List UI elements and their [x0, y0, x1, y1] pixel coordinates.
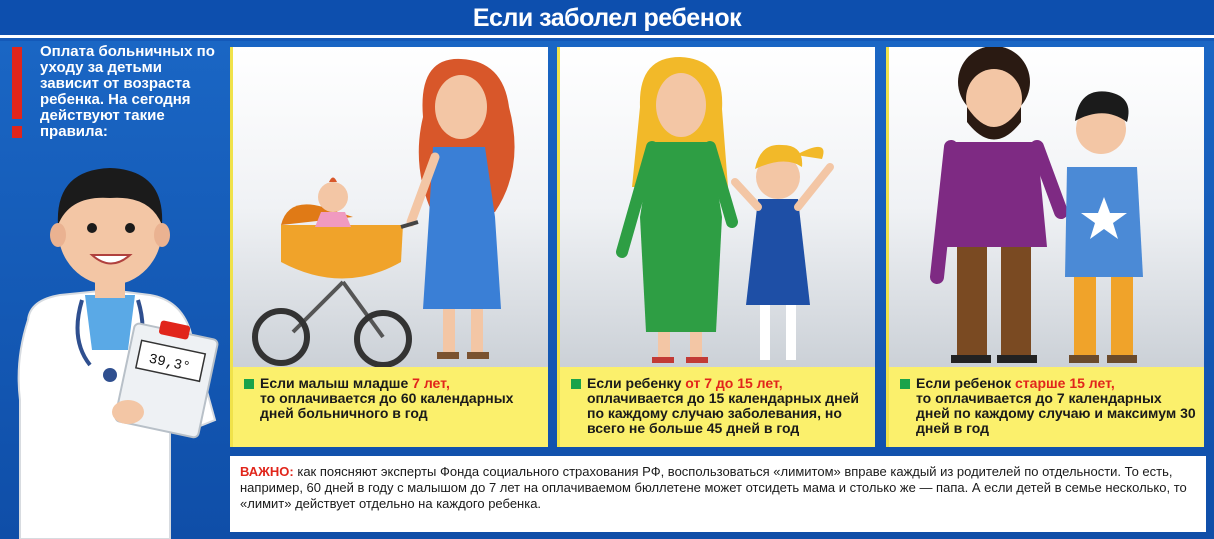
bullet-square-icon: [571, 379, 581, 389]
bullet-square-icon: [244, 379, 254, 389]
panel-caption: [233, 367, 548, 447]
exclamation-dot: [12, 126, 22, 138]
note-label: ВАЖНО:: [240, 464, 294, 479]
caption-lead: Если малыш младше: [260, 375, 413, 391]
important-note: [230, 456, 1206, 532]
intro-text: Оплата больничных по уходу за детьми зависит от возраста ребенка. На сегодня действуют такие правила:: [40, 43, 215, 140]
exclamation-icon: [12, 47, 22, 119]
father-with-son-illustration: [889, 47, 1207, 367]
panel-caption: [889, 367, 1204, 447]
caption-highlight: от 7 до 15 лет,: [685, 375, 783, 391]
thermometer-reading: 39,3°: [147, 351, 192, 376]
note-text: как поясняют эксперты Фонда социального страхования РФ, воспользоваться «лимитом» вправе каждый из родителей по отдельности. То есть, например, 60 дней в году с малышом до 7 лет на оплачиваемом бюллетене может отсидеть мама и столько же — папа. А если детей в семье несколько, то «лимит» действует отдельно на каждого ребенка.: [240, 464, 1187, 511]
panel-under-7: [230, 47, 548, 447]
mother-with-girl-illustration: [560, 47, 878, 367]
panel-caption: [560, 367, 875, 447]
doctor-illustration: [0, 150, 230, 539]
page-title: Если заболел ребенок: [472, 4, 742, 32]
caption-highlight: 7 лет,: [412, 375, 450, 391]
caption-lead: Если ребенку: [587, 375, 686, 391]
caption-rest: оплачивается до 15 календарных дней по каждому случаю заболевания, но всего не больше 45 дней в год: [587, 390, 859, 436]
mother-with-stroller-illustration: [233, 47, 551, 367]
caption-lead: Если ребенок: [916, 375, 1016, 391]
title-bar: [0, 0, 1214, 38]
panel-7-to-15: [557, 47, 875, 447]
caption-rest: то оплачивается до 7 календарных дней по каждому случаю и максимум 30 дней в год: [916, 390, 1196, 436]
panel-over-15: [886, 47, 1204, 447]
bullet-square-icon: [900, 379, 910, 389]
caption-rest: то оплачивается до 60 календарных дней больничного в год: [260, 390, 514, 421]
caption-highlight: старше 15 лет,: [1015, 375, 1115, 391]
